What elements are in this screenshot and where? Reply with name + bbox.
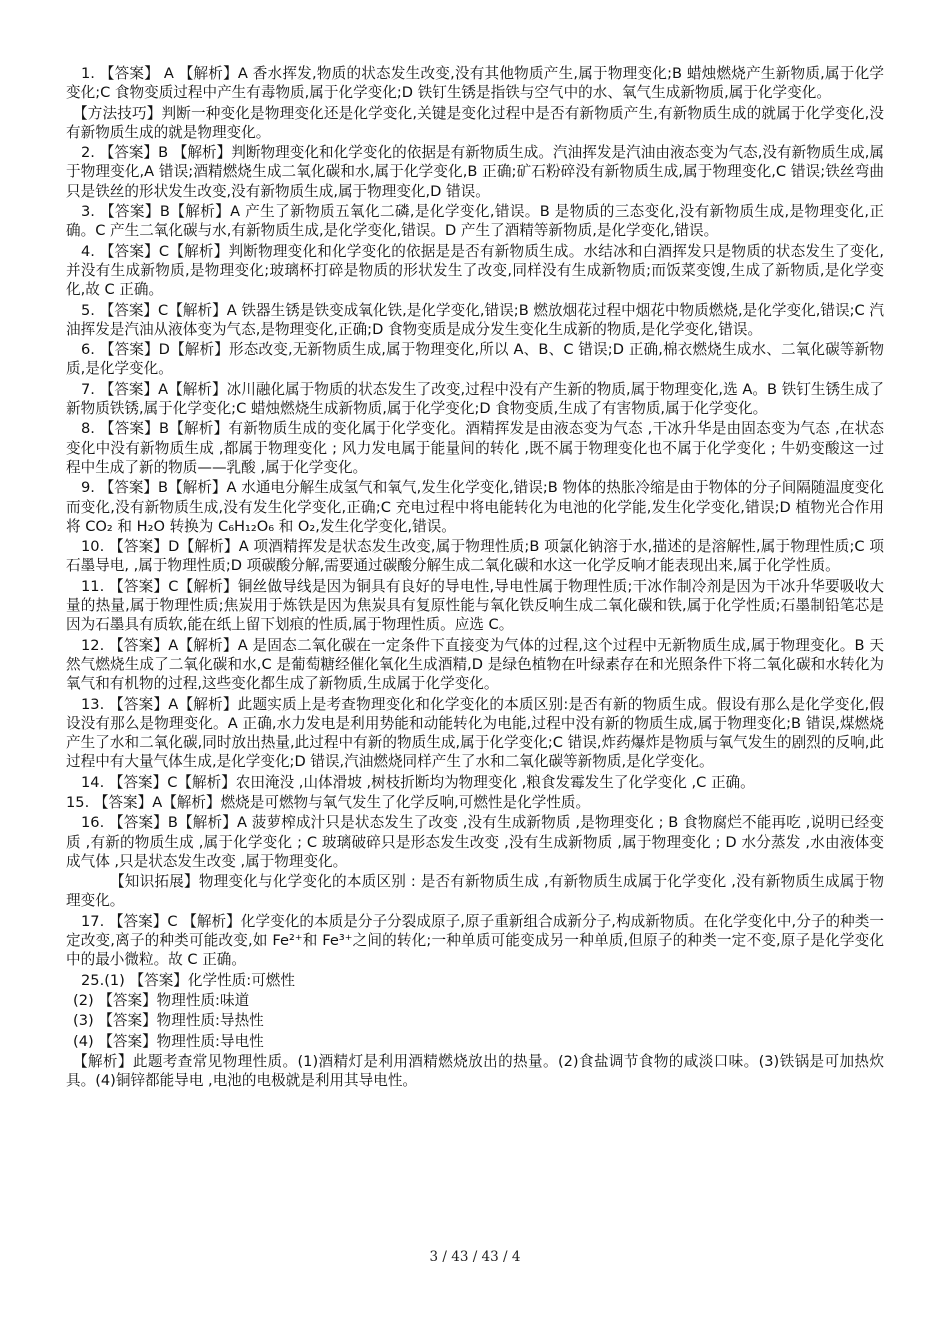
paragraph-17: 16. 【答案】B【解析】A 菠萝榨成汁只是状态发生了改变 ,没有生成新物质 ,是物理变化 ; B 食物腐烂不能再吃 ,说明已经变质 ,有新的物质生成 ,属于化学变化 ; C 玻璃破碎只是形态发生改变 ,没有生成新物质 ,属于物理变化 ; D 水分蒸发 ,水由液体变成气体 ,只是状态发生改变 ,属于物理变化。 xyxy=(66,814,884,870)
page-number: 3 / 43 / 43 / 4 xyxy=(429,1249,521,1265)
paragraph-18: 【知识拓展】物理变化与化学变化的本质区别 : 是否有新物质生成 ,有新物质生成属于化学变化 ,没有新物质生成属于物理变化。 xyxy=(66,873,884,910)
paragraph-20: 25.(1) 【答案】化学性质:可燃性 xyxy=(81,971,295,989)
paragraph-9: 8. 【答案】B【解析】有新物质生成的变化属于化学变化。酒精挥发是由液态变为气态 ,干冰升华是由固态变为气态 ,在状态变化中没有新物质生成 ,都属于物理变化 ; 风力发电属于能量间的转化 ,既不属于物理变化也不属于化学变化 ; 牛奶变酸这一过程中生成了新的物质——乳酸 ,属于化学变化。 xyxy=(66,420,884,476)
paragraph-10: 9. 【答案】B【解析】A 水通电分解生成氢气和氧气,发生化学变化,错误;B 物体的热胀冷缩是由于物体的分子间隔随温度变化而变化,没有新物质生成,没有发生化学变化,正确;C 充电过程中将电能转化为电池的化学能,发生化学变化,错误;D 植物光合作用将 CO₂ 和 H₂O 转换为 C₆H₁₂O₆ 和 O₂,发生化学变化,错误。 xyxy=(66,479,884,535)
paragraph-5: 4. 【答案】C【解析】判断物理变化和化学变化的依据是是否有新物质生成。水结冰和白酒挥发只是物质的状态发生了变化,并没有生成新物质,是物理变化;玻璃杯打碎是物质的形状发生了改变,同样没有生成新物质;而饭菜变馊,生成了新物质,是化学变化,故 C 正确。 xyxy=(66,242,884,299)
paragraph-23: (4) 【答案】物理性质:导电性 xyxy=(73,1032,264,1050)
paragraph-19: 17. 【答案】C 【解析】化学变化的本质是分子分裂成原子,原子重新组合成新分子,构成新物质。在化学变化中,分子的种类一定改变,离子的种类可能改变,如 Fe²⁺和 Fe³⁺之间的转化;一种单质可能变成另一种单质,但原子的种类一定不变,原子是化学变化中的最小微粒。故 C 正确。 xyxy=(66,912,884,969)
paragraph-24: 【解析】此题考查常见物理性质。(1)酒精灯是利用酒精燃烧放出的热量。(2)食盐调节食物的咸淡口味。(3)铁锅是可加热炊具。(4)铜锌都能导电 ,电池的电极就是利用其导电性。 xyxy=(66,1052,884,1090)
paragraph-2: 【方法技巧】判断一种变化是物理变化还是化学变化,关键是变化过程中是否有新物质产生,有新物质生成的就属于化学变化,没有新物质生成的就是物理变化。 xyxy=(66,104,884,141)
paragraph-1: 1. 【答案】 A 【解析】A 香水挥发,物质的状态发生改变,没有其他物质产生,属于物理变化;B 蜡烛燃烧产生新物质,属于化学变化;C 食物变质过程中产生有毒物质,属于化学变化;D 铁钉生锈是指铁与空气中的水、氧气生成新物质,属于化学变化。 xyxy=(66,65,884,102)
paragraph-21: (2) 【答案】物理性质:味道 xyxy=(73,991,250,1009)
paragraph-12: 11. 【答案】C【解析】铜丝做导线是因为铜具有良好的导电性,导电性属于物理性质;干冰作制冷剂是因为干冰升华要吸收大量的热量,属于物理性质;焦炭用于炼铁是因为焦炭具有复原性能与氧化铁反响生成二氧化碳和铁,属于化学性质;石墨制铅笔芯是因为石墨具有质软,能在纸上留下划痕的性质,属于物理性质。应选 C。 xyxy=(66,577,884,634)
paragraph-6: 5. 【答案】C【解析】A 铁器生锈是铁变成氧化铁,是化学变化,错误;B 燃放烟花过程中烟花中物质燃烧,是化学变化,错误;C 汽油挥发是汽油从液体变为气态,是物理变化,正确;D 食物变质是成分发生变化生成新的物质,是化学变化,错误。 xyxy=(66,301,884,338)
paragraph-14: 13. 【答案】A【解析】此题实质上是考查物理变化和化学变化的本质区别:是否有新的物质生成。假设有那么是化学变化,假设没有那么是物理变化。A 正确,水力发电是利用势能和动能转化为电能,过程中没有新的物质生成,属于物理变化;B 错误,煤燃烧产生了水和二氧化碳,同时放出热量,此过程中有新的物质生成,属于化学变化;C 错误,炸药爆炸是物质与氧气发生的剧烈的反响,此过程中有大量气体生成,是化学变化;D 错误,汽油燃烧同样产生了水和二氧化碳等新物质,是化学变化。 xyxy=(66,695,884,771)
answer-content xyxy=(66,64,884,1091)
paragraph-22: (3) 【答案】物理性质:导热性 xyxy=(73,1012,264,1030)
paragraph-4: 3. 【答案】B【解析】A 产生了新物质五氧化二磷,是化学变化,错误。B 是物质的三态变化,没有新物质生成,是物理变化,正确。C 产生二氧化碳与水,有新物质生成,是化学变化,错误。D 产生了酒精等新物质,是化学变化,错误。 xyxy=(66,203,884,240)
paragraph-11: 10. 【答案】D【解析】A 项酒精挥发是状态发生改变,属于物理性质;B 项氯化钠溶于水,描述的是溶解性,属于物理性质;C 项石墨导电, ,属于物理性质;D 项碳酸分解,需要通过碳酸分解生成二氧化碳和水这一化学反响才能表现出来,属于化学性质。 xyxy=(66,538,884,575)
paragraph-7: 6. 【答案】D【解析】形态改变,无新物质生成,属于物理变化,所以 A、B、C 错误;D 正确,棉衣燃烧生成水、二氧化碳等新物质,是化学变化。 xyxy=(66,341,884,378)
paragraph-13: 12. 【答案】A【解析】A 是固态二氧化碳在一定条件下直接变为气体的过程,这个过程中无新物质生成,属于物理变化。B 天然气燃烧生成了二氧化碳和水,C 是葡萄糖经催化氧化生成酒精,D 是绿色植物在叶绿素存在和光照条件下将二氧化碳和水转化为氧气和有机物的过程,这些变化都生成了新物质,生成属于化学变化。 xyxy=(66,636,884,693)
paragraph-16: 15. 【答案】A【解析】燃烧是可燃物与氧气发生了化学反响,可燃性是化学性质。 xyxy=(66,793,591,811)
paragraph-15: 14. 【答案】C【解析】农田淹没 ,山体滑坡 ,树枝折断均为物理变化 ,粮食发霉发生了化学变化 ,C 正确。 xyxy=(81,773,755,791)
paragraph-3: 2. 【答案】B 【解析】判断物理变化和化学变化的依据是有新物质生成。汽油挥发是汽油由液态变为气态,没有新物质生成,属于物理变化,A 错误;酒精燃烧生成二氧化碳和水,属于化学变化,B 正确;矿石粉碎没有新物质生成,属于物理变化,C 错误;铁丝弯曲只是铁丝的形状发生改变,没有新物质生成,属于物理变化,D 错误。 xyxy=(66,144,884,200)
paragraph-8: 7. 【答案】A【解析】冰川融化属于物质的状态发生了改变,过程中没有产生新的物质,属于物理变化,选 A。B 铁钉生锈生成了新物质铁锈,属于化学变化;C 蜡烛燃烧生成新物质,属于化学变化;D 食物变质,生成了有害物质,属于化学变化。 xyxy=(66,380,884,418)
